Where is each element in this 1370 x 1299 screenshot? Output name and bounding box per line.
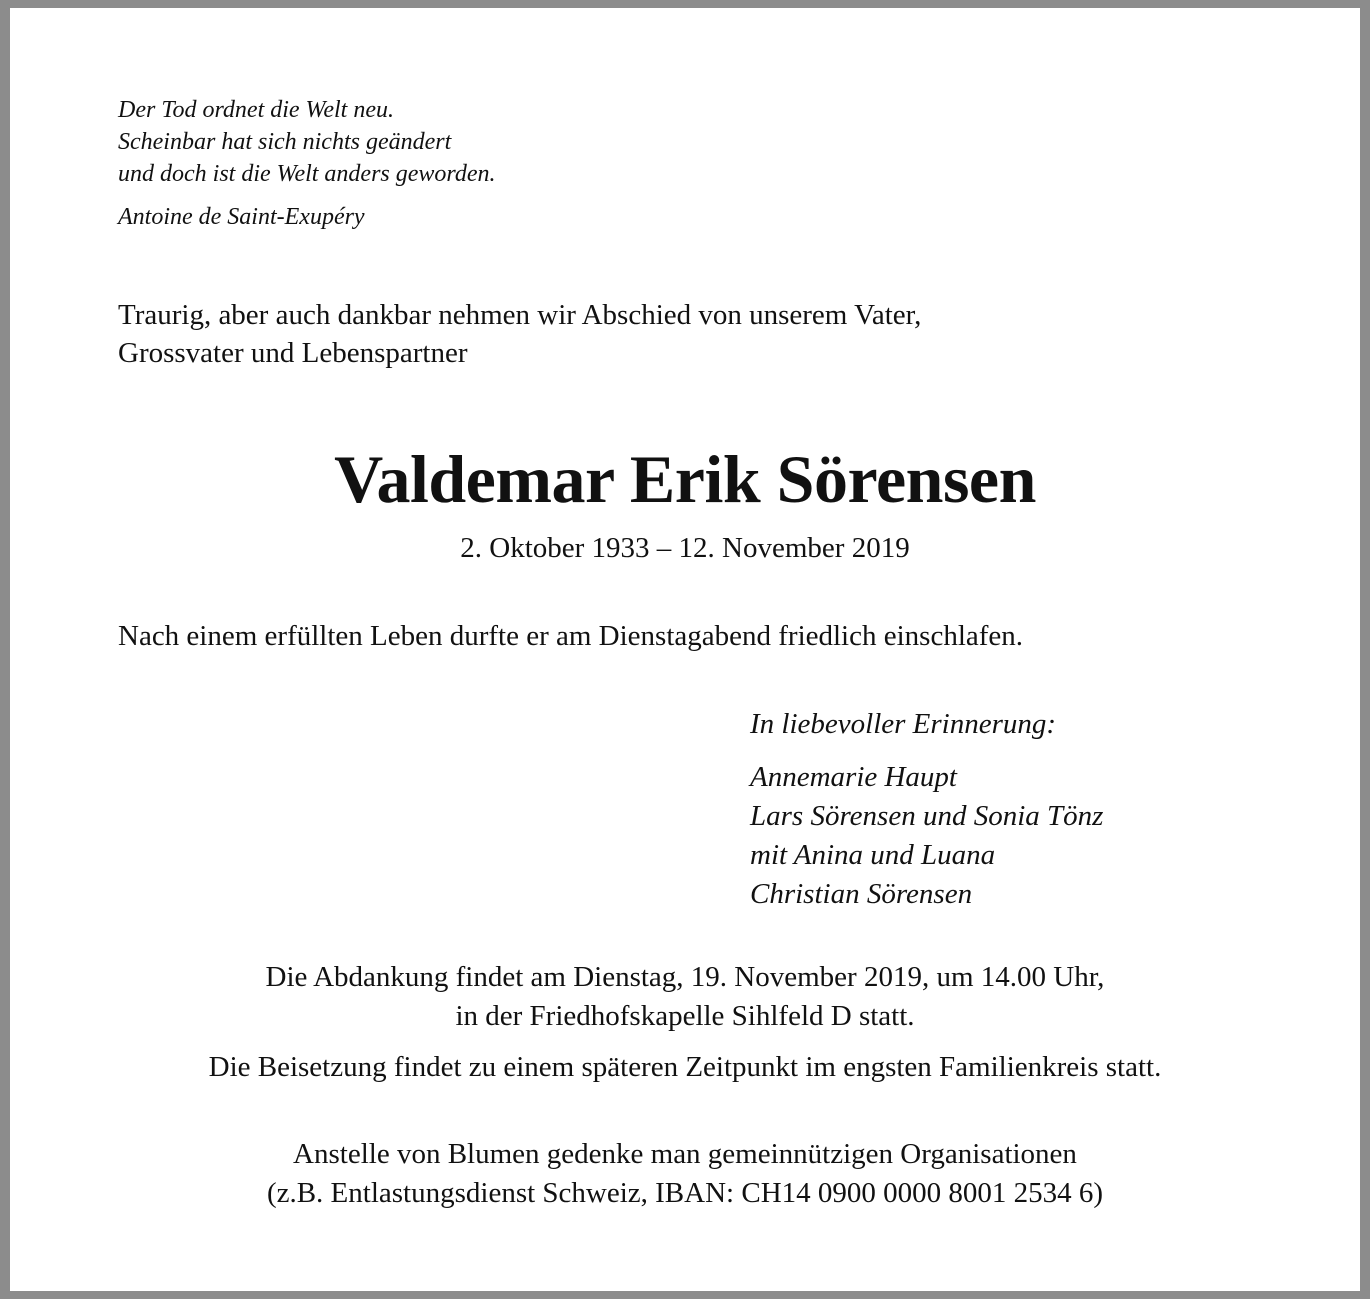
donation-notice <box>10 1135 1360 1213</box>
mourner-name: Annemarie Haupt <box>750 761 957 793</box>
mourners-heading: In liebevoller Erinnerung: <box>750 708 1057 740</box>
epigraph-quote <box>118 94 496 190</box>
intro-line: Traurig, aber auch dankbar nehmen wir Abschied von unserem Vater, <box>118 299 922 331</box>
mourner-name: mit Anina und Luana <box>750 839 996 871</box>
ceremony-notice <box>10 958 1360 1036</box>
donation-line: (z.B. Entlastungsdienst Schweiz, IBAN: CH14 0900 0000 8001 2534 6) <box>266 1177 1104 1209</box>
ceremony-line: Die Abdankung findet am Dienstag, 19. November 2019, um 14.00 Uhr, <box>265 961 1105 993</box>
quote-author: Antoine de Saint-Exupéry <box>118 204 365 230</box>
quote-line: und doch ist die Welt anders geworden. <box>118 161 496 187</box>
mourner-name: Christian Sörensen <box>750 878 973 910</box>
mourner-name: Lars Sörensen und Sonia Tönz <box>750 800 1104 832</box>
donation-line: Anstelle von Blumen gedenke man gemeinnützigen Organisationen <box>293 1138 1077 1170</box>
deceased-name: Valdemar Erik Sörensen <box>334 441 1036 517</box>
ceremony-line: in der Friedhofskapelle Sihlfeld D statt. <box>455 1000 915 1032</box>
mourners-list <box>750 758 1103 914</box>
passing-text: Nach einem erfüllten Leben durfte er am Dienstagabend friedlich einschlafen. <box>118 620 1024 652</box>
intro-line: Grossvater und Lebenspartner <box>118 337 468 369</box>
intro-text <box>118 296 921 372</box>
quote-line: Der Tod ordnet die Welt neu. <box>118 97 394 123</box>
life-dates: 2. Oktober 1933 – 12. November 2019 <box>460 532 910 564</box>
quote-line: Scheinbar hat sich nichts geändert <box>118 129 452 155</box>
obituary-page <box>10 8 1360 1291</box>
burial-notice: Die Beisetzung findet zu einem späteren Zeitpunkt im engsten Familienkreis statt. <box>208 1051 1162 1083</box>
